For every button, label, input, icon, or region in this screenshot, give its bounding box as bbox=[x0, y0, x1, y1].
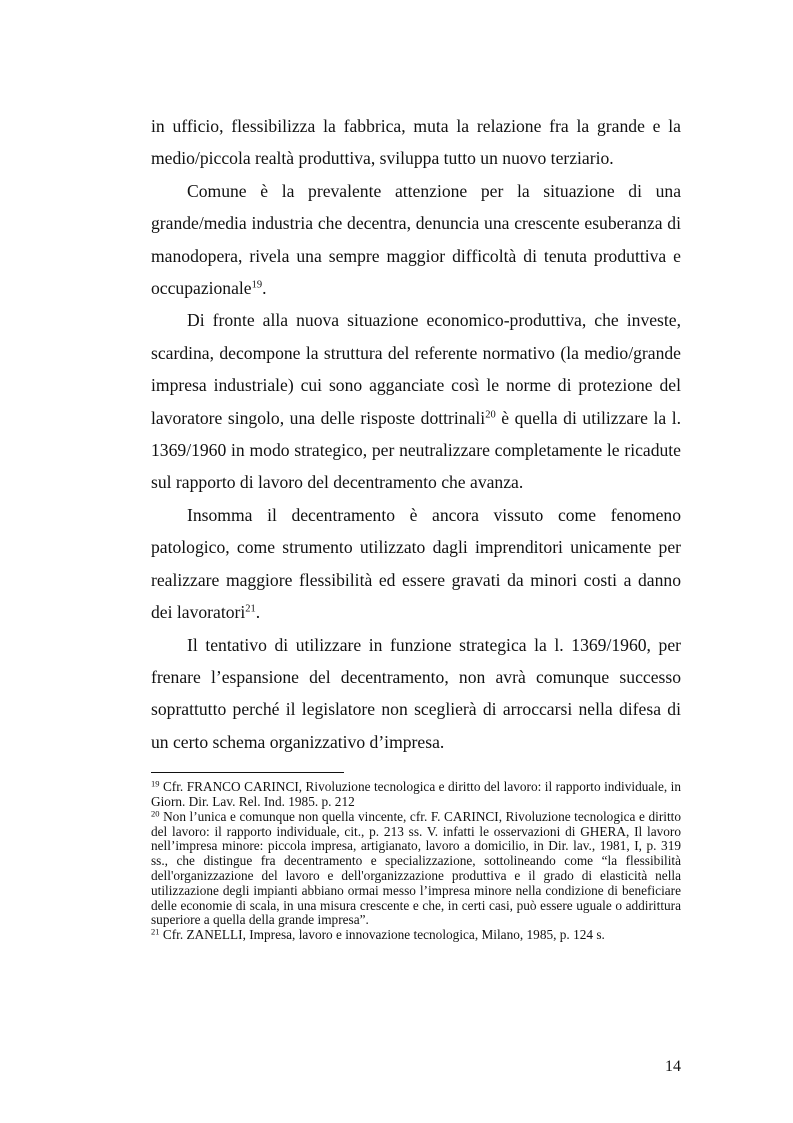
paragraph bbox=[151, 175, 681, 305]
footnote-number: 20 bbox=[151, 808, 160, 819]
paragraph-text: . bbox=[255, 602, 261, 623]
footnotes bbox=[151, 780, 681, 943]
page-body bbox=[151, 110, 681, 943]
paragraph bbox=[151, 629, 681, 759]
footnote-19 bbox=[151, 780, 681, 810]
paragraph bbox=[151, 499, 681, 629]
paragraph bbox=[151, 110, 681, 175]
footnote-reference-19[interactable]: 19 bbox=[251, 279, 263, 291]
footnote-number: 19 bbox=[151, 778, 160, 789]
paragraph-text: Il tentativo di utilizzare in funzione strategica la l. 1369/1960, per frenare l’espansione del decentramento, non avrà comunque successo soprattutto perché il legislatore non sceglierà di arroccarsi nella difesa di un certo schema organizzativo d’impresa. bbox=[151, 634, 681, 752]
paragraph-text: è quella di utilizzare la l. 1369/1960 in modo strategico, per neutralizzare completamente le ricadute sul rapporto di lavoro del decentramento che avanza. bbox=[151, 407, 681, 493]
paragraph-text: in ufficio, flessibilizza la fabbrica, muta la relazione fra la grande e la medio/piccola realtà produttiva, sviluppa tutto un nuovo terziario. bbox=[151, 116, 681, 169]
footnote-reference-21[interactable]: 21 bbox=[245, 603, 256, 615]
footnote-text: Non l’unica e comunque non quella vincente, cfr. F. CARINCI, Rivoluzione tecnologica e diritto del lavoro: il rapporto individuale, cit., p. 213 ss. V. infatti le osservazioni di GHERA, Il lavoro nell’impresa minore: piccola impresa, artigianato, lavoro a domicilio, in Dir. lav., 1981, I, p. 319 ss., che distingue fra decentramento e specializzazione, sottolineando come “la flessibilità dell'organizzazione del lavoro e dell'organizzazione produttiva e il grado di elasticità nella utilizzazione degli impianti abbiano ormai messo l’impresa minore nella condizione di beneficiare delle economie di scala, in una misura crescente e che, in certi casi, può essere uguale o addirittura superiore a quella della grande impresa”. bbox=[151, 808, 681, 928]
footnote-21 bbox=[151, 928, 681, 943]
page-number: 14 bbox=[665, 1058, 681, 1075]
footnote-20 bbox=[151, 810, 681, 928]
footnote-text: Cfr. ZANELLI, Impresa, lavoro e innovazione tecnologica, Milano, 1985, p. 124 s. bbox=[159, 927, 605, 943]
footnote-number: 21 bbox=[151, 926, 160, 937]
footnote-reference-20[interactable]: 20 bbox=[485, 409, 496, 421]
footnote-separator bbox=[151, 772, 344, 773]
paragraph-text: Di fronte alla nuova situazione economico-produttiva, che investe, scardina, decompone la struttura del referente normativo (la medio/grande impresa industriale) cui sono agganciate così le norme di protezione del lavoratore singolo, una delle risposte dottrinali bbox=[151, 310, 681, 428]
footnote-text: Cfr. FRANCO CARINCI, Rivoluzione tecnologica e diritto del lavoro: il rapporto individuale, in Giorn. Dir. Lav. Rel. Ind. 1985. p. 212 bbox=[151, 779, 681, 809]
paragraph-text: . bbox=[262, 278, 267, 299]
paragraph-text: Insomma il decentramento è ancora vissuto come fenomeno patologico, come strumento utilizzato dagli imprenditori unicamente per realizzare maggiore flessibilità ed essere gravati da minori costi a danno dei lavoratori bbox=[151, 504, 681, 623]
paragraph-text: Comune è la prevalente attenzione per la situazione di una grande/media industria che decentra, denuncia una crescente esuberanza di manodopera, rivela una sempre maggior difficoltà di tenuta produttiva e occupazionale bbox=[151, 180, 681, 299]
paragraph bbox=[151, 304, 681, 498]
